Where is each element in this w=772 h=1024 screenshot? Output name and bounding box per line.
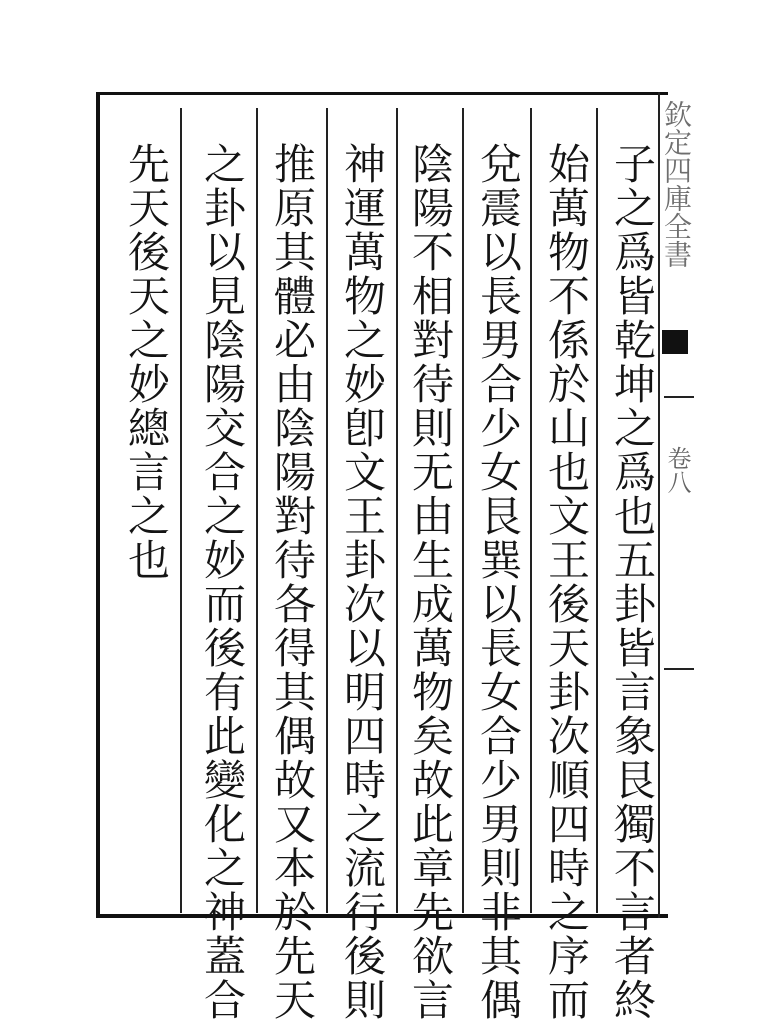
text-column-1: 子之爲皆乾坤之爲也五卦皆言象艮獨不言者終 <box>608 142 657 1022</box>
margin-chapter: 卷八 <box>663 446 691 494</box>
column-rule <box>596 108 598 913</box>
text-column-4: 陰陽不相對待則无由生成萬物矣故此章先欲言 <box>406 142 455 1022</box>
text-column-8: 先天後天之妙總言之也 <box>122 142 171 582</box>
text-column-7: 之卦以見陰陽交合之妙而後有此變化之神蓋合 <box>198 142 247 1022</box>
text-column-6: 推原其體必由陰陽對待各得其偶故又本於先天 <box>268 142 317 1022</box>
text-column-5: 神運萬物之妙卽文王卦次以明四時之流行後則 <box>338 142 387 1022</box>
column-rule <box>180 108 182 913</box>
column-rule <box>530 108 532 913</box>
margin-book-title: 欽定四庫全書 <box>660 100 693 268</box>
margin-rule <box>664 396 694 398</box>
text-column-2: 始萬物不係於山也文王後天卦次順四時之序而 <box>542 142 591 1022</box>
column-rule <box>462 108 464 913</box>
fishtail-mark-icon <box>662 330 688 354</box>
text-column-3: 兌震以長男合少女艮巽以長女合少男則非其偶 <box>474 142 523 1022</box>
margin-rule <box>664 668 694 670</box>
column-rule <box>396 108 398 913</box>
column-rule <box>326 108 328 913</box>
column-rule <box>256 108 258 913</box>
